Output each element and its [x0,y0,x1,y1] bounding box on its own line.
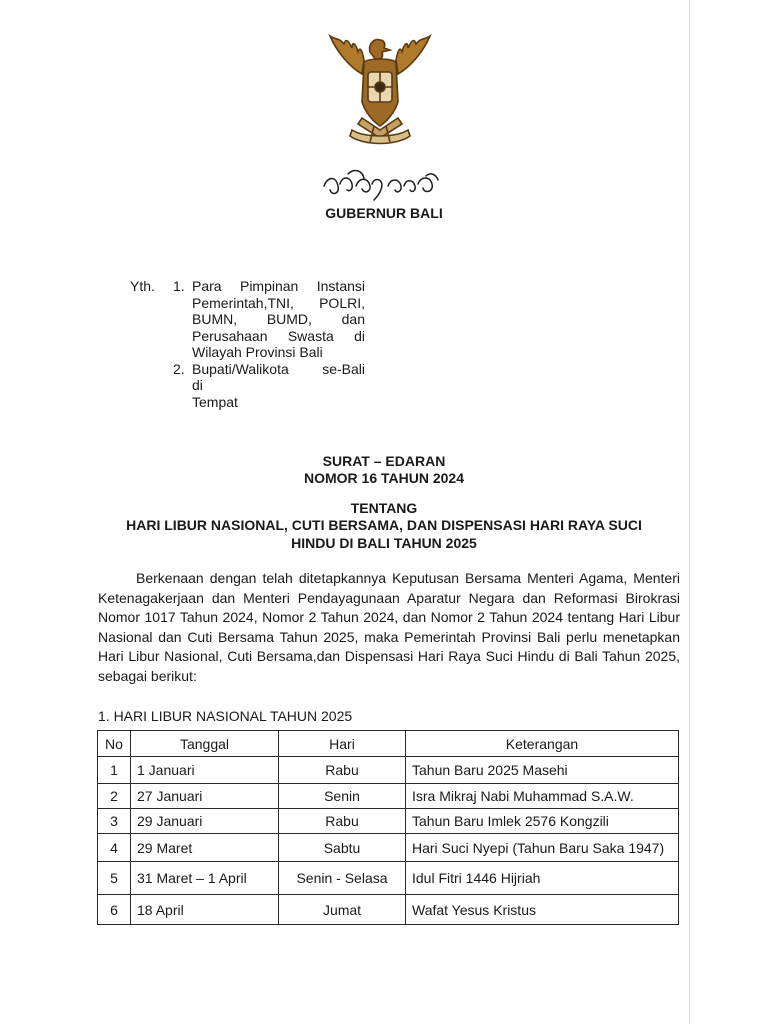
cell-description: Idul Fitri 1446 Hijriah [406,862,679,895]
addressee-block [130,278,365,410]
subject-title-line: HINDU DI BALI TAHUN 2025 [291,535,477,551]
column-header-description: Keterangan [406,731,679,757]
addressee-line: Perusahaan Swasta di [192,327,365,344]
cell-description: Isra Mikraj Nabi Muhammad S.A.W. [406,784,679,809]
cell-description: Tahun Baru Imlek 2576 Kongzili [406,809,679,834]
table-header-row [98,731,679,757]
cell-no: 1 [98,757,131,784]
column-header-date: Tanggal [131,731,279,757]
cell-date: 29 Januari [131,809,279,834]
letter-number-heading: NOMOR 16 TAHUN 2024 [303,470,464,486]
addressee-item-number: 2. [173,360,185,377]
holiday-table [97,730,679,925]
cell-day: Senin - Selasa [279,862,406,895]
table-row [98,784,679,809]
cell-date: 27 Januari [131,784,279,809]
addressee-line: BUMN, BUMD, dan [192,311,365,327]
cell-no: 3 [98,809,131,834]
table-row [98,834,679,862]
subject-title-line: HARI LIBUR NASIONAL, CUTI BERSAMA, DAN DISPENSASI HARI RAYA SUCI [126,517,642,533]
table-row [98,757,679,784]
cell-date: 1 Januari [131,757,279,784]
addressee-closing-line: Tempat [192,393,238,410]
addressee-line: Bupati/Walikota se-Bali [192,360,365,377]
addressee-prefix: Yth. [130,278,155,294]
table-row [98,809,679,834]
addressee-line: Wilayah Provinsi Bali [192,344,323,360]
addressee-line: Pemerintah,TNI, POLRI, [192,294,365,311]
cell-day: Senin [279,784,406,809]
table-row [98,862,679,895]
addressee-item-number: 1. [173,278,185,294]
subject-label: TENTANG [350,500,418,516]
cell-day: Sabtu [279,834,406,862]
cell-day: Rabu [279,809,406,834]
cell-date: 29 Maret [131,834,279,862]
section-heading: 1. HARI LIBUR NASIONAL TAHUN 2025 [98,708,353,724]
cell-no: 2 [98,784,131,809]
cell-date: 31 Maret – 1 April [131,862,279,895]
cell-day: Jumat [279,895,406,925]
cell-no: 4 [98,834,131,862]
column-header-no: No [98,731,131,757]
addressee-line: Para Pimpinan Instansi [192,278,365,294]
garuda-emblem-icon [318,30,442,152]
cell-description: Hari Suci Nyepi (Tahun Baru Saka 1947) [406,834,679,862]
cell-date: 18 April [131,895,279,925]
letter-type-heading: SURAT – EDARAN [322,453,446,469]
table-row [98,895,679,925]
addressee-closing-line: di [192,377,203,393]
balinese-script-logo [318,164,446,204]
cell-no: 5 [98,862,131,895]
cell-description: Wafat Yesus Kristus [406,895,679,925]
cell-day: Rabu [279,757,406,784]
column-header-day: Hari [279,731,406,757]
opening-paragraph: Berkenaan dengan telah ditetapkannya Keputusan Bersama Menteri Agama, Menteri Ketenagakerjaan dan Menteri Pendayagunaan Aparatur Negara dan Reformasi Birokrasi Nomor 1017 Tahun 2024, Nomor 2 Tahun 2024, dan Nomor 2 Tahun 2024 tentang Hari Libur Nasional dan Cuti Bersama Tahun 2025, maka Pemerintah Provinsi Bali perlu menetapkan Hari Libur Nasional, Cuti Bersama,dan Dispensasi Hari Raya Suci Hindu di Bali Tahun 2025, sebagai berikut: [98,570,680,684]
cell-no: 6 [98,895,131,925]
governor-title: GUBERNUR BALI [325,205,443,221]
cell-description: Tahun Baru 2025 Masehi [406,757,679,784]
